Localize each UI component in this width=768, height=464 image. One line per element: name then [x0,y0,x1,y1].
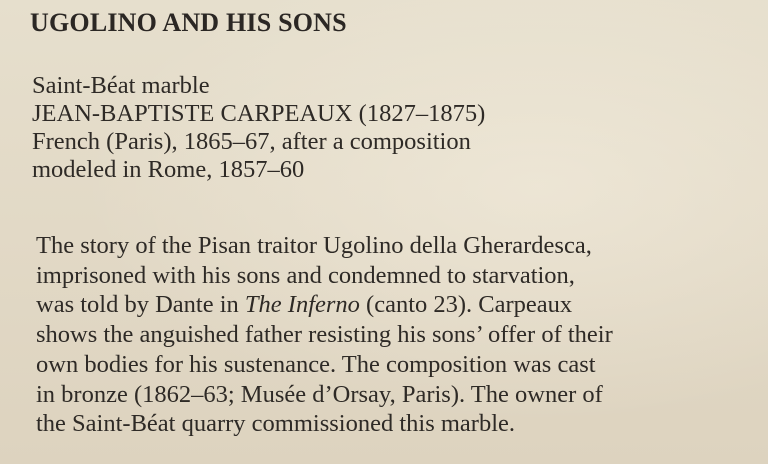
inferno-title: The Inferno [244,291,360,319]
description-line: own bodies for his sustenance. The composition was cast [36,350,596,378]
description-line: The story of the Pisan traitor Ugolino della Gherardesca, [36,232,592,259]
description-text: (canto 23). Carpeaux [359,291,573,319]
description-text: was told by Dante in [36,291,245,319]
description-line: the Saint-Béat quarry commissioned this marble. [36,410,516,438]
artwork-origin-line-1: French (Paris), 1865–67, after a composition [32,128,471,155]
artwork-medium: Saint-Béat marble [32,72,210,99]
artwork-origin-line-2: modeled in Rome, 1857–60 [32,156,305,183]
description-line: in bronze (1862–63; Musée d’Orsay, Paris). The owner of [36,380,603,408]
artist-name: JEAN-BAPTISTE CARPEAUX (1827–1875) [32,100,486,127]
description-line [36,290,613,320]
description-line: imprisoned with his sons and condemned to starvation, [36,261,575,289]
artwork-description [36,231,613,439]
artwork-title: UGOLINO AND HIS SONS [30,8,347,37]
artwork-metadata [32,72,485,184]
description-line: shows the anguished father resisting his sons’ offer of their [36,321,613,349]
